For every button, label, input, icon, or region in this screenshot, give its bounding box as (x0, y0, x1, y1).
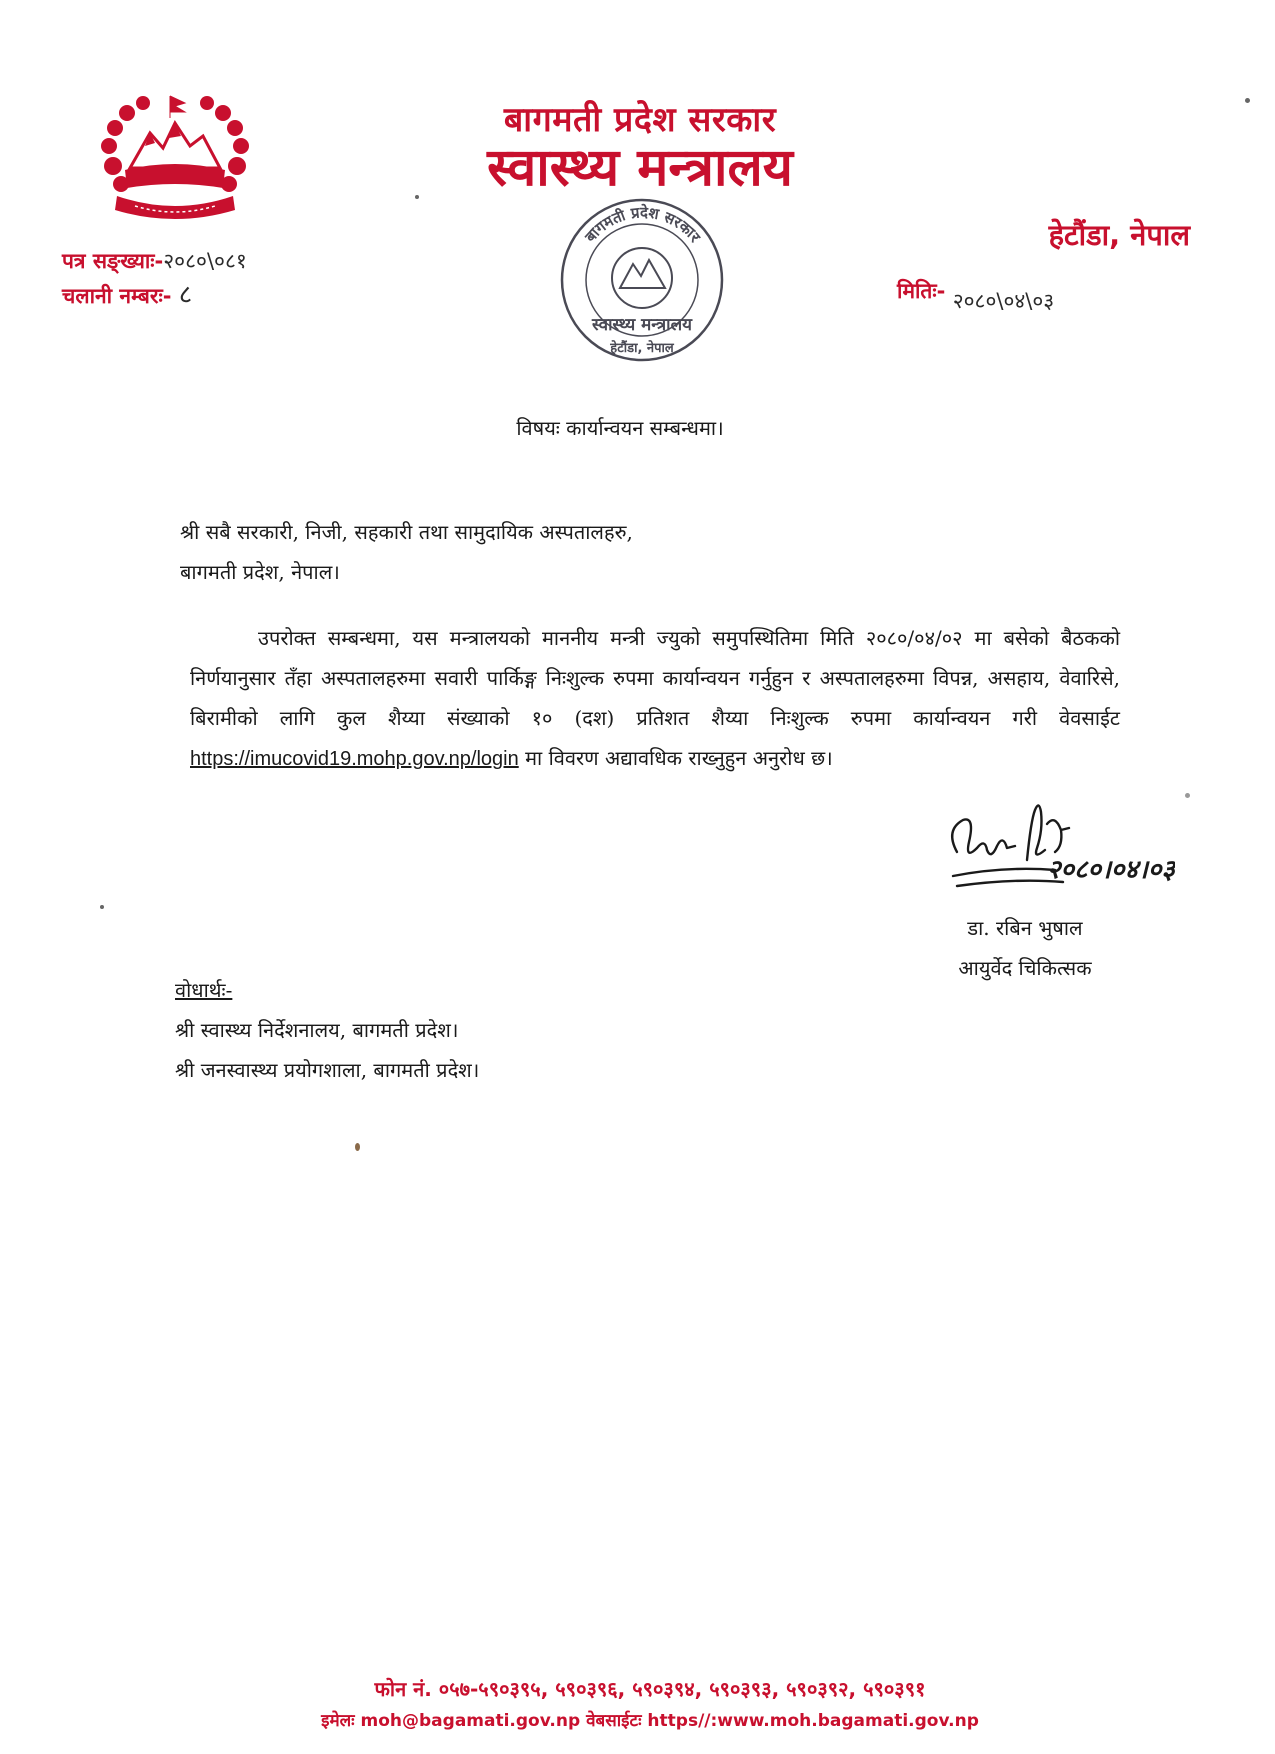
cc-heading: वोधार्थः- (175, 978, 233, 1002)
official-stamp (555, 190, 730, 365)
body-text-end: मा विवरण अद्यावधिक राख्नुहुन अनुरोध छ। (518, 746, 833, 770)
body-text-start: उपरोक्त सम्बन्धमा, यस मन्त्रालयको माननीय मन्त्री ज्युको समुपस्थितिमा मिति २०८०/०४/०२ मा बसेको बैठकको निर्णयानुसार तँहा अस्पतालहरुमा सवारी पार्किङ्ग निःशुल्क रुपमा कार्यान्वयन गर्नुहुन र अस्पतालहरुमा विपन्न, असहाय, वेवारिसे, बिरामीको लागि कुल शैय्या संख्याको १० (दश) प्रतिशत शैय्या निःशुल्क रुपमा कार्यान्वयन गरी वेवसाईट (190, 626, 1120, 730)
letter-number-label: पत्र सङ्ख्याः- (62, 249, 164, 273)
cc-block (175, 970, 875, 1090)
portal-link[interactable]: https://imucovid19.mohp.gov.np/login (190, 748, 519, 770)
scan-speck (415, 195, 419, 199)
government-name: बागमती प्रदेश सरकार (503, 100, 777, 140)
letter-number-line (62, 244, 362, 278)
date-line (897, 277, 1157, 313)
signature-date: २०८०।०४।०३ (1047, 855, 1175, 885)
signatory-block (915, 908, 1135, 988)
signatory-title: आयुर्वेद चिकित्सक (958, 956, 1092, 980)
dispatch-number-line (62, 278, 362, 313)
dispatch-number-value: ८ (178, 280, 193, 310)
date-value: २०८०\०४\०३ (952, 289, 1055, 313)
date-label: मितिः- (897, 279, 946, 303)
stamp-center-text: स्वास्थ्य मन्त्रालय (592, 315, 692, 335)
stamp-top-text: बागमती प्रदेश सरकार (581, 203, 704, 246)
footer-contact (230, 1708, 1070, 1731)
email-label: इमेलः (321, 1711, 355, 1731)
letter-number-value: २०८०\०८१ (163, 249, 247, 273)
cc-item: श्री जनस्वास्थ्य प्रयोगशाला, बागमती प्रदेश। (175, 1058, 480, 1082)
dispatch-number-label: चलानी नम्बरः- (62, 284, 172, 308)
handwritten-signature (935, 790, 1175, 910)
website-label: वेबसाईटः (586, 1711, 642, 1731)
addressee-block (180, 512, 1080, 592)
nepal-emblem-icon (95, 88, 255, 228)
scan-speck (355, 1143, 360, 1151)
reference-block (62, 244, 362, 313)
email-address[interactable]: moh@bagamati.gov.np (360, 1711, 581, 1731)
website-address[interactable]: https//:www.moh.bagamati.gov.np (647, 1711, 979, 1731)
scan-speck (1245, 98, 1250, 103)
stamp-bottom-text: हेटौंडा, नेपाल (610, 341, 674, 356)
footer-phone: फोन नं. ०५७-५९०३९५, ५९०३९६, ५९०३९४, ५९०३९३, ५९०३९२, ५९०३९१ (374, 1677, 926, 1701)
addressee-line-1: श्री सबै सरकारी, निजी, सहकारी तथा सामुदायिक अस्पतालहरु, (180, 520, 633, 544)
addressee-line-2: बागमती प्रदेश, नेपाल। (180, 560, 340, 584)
office-location: हेटौंडा, नेपाल (1048, 218, 1190, 252)
body-paragraph (190, 618, 1120, 779)
cc-item: श्री स्वास्थ्य निर्देशनालय, बागमती प्रदेश। (175, 1018, 459, 1042)
subject-line: विषयः कार्यान्वयन सम्बन्धमा। (516, 416, 724, 440)
scan-speck (100, 905, 104, 909)
stamp-emblem-icon (612, 248, 672, 308)
scan-speck (1185, 793, 1190, 798)
ministry-name: स्वास्थ्य मन्त्रालय (487, 138, 793, 198)
signatory-name: डा. रबिन भुषाल (967, 916, 1083, 940)
svg-text:बागमती प्रदेश सरकार (581, 203, 705, 246)
